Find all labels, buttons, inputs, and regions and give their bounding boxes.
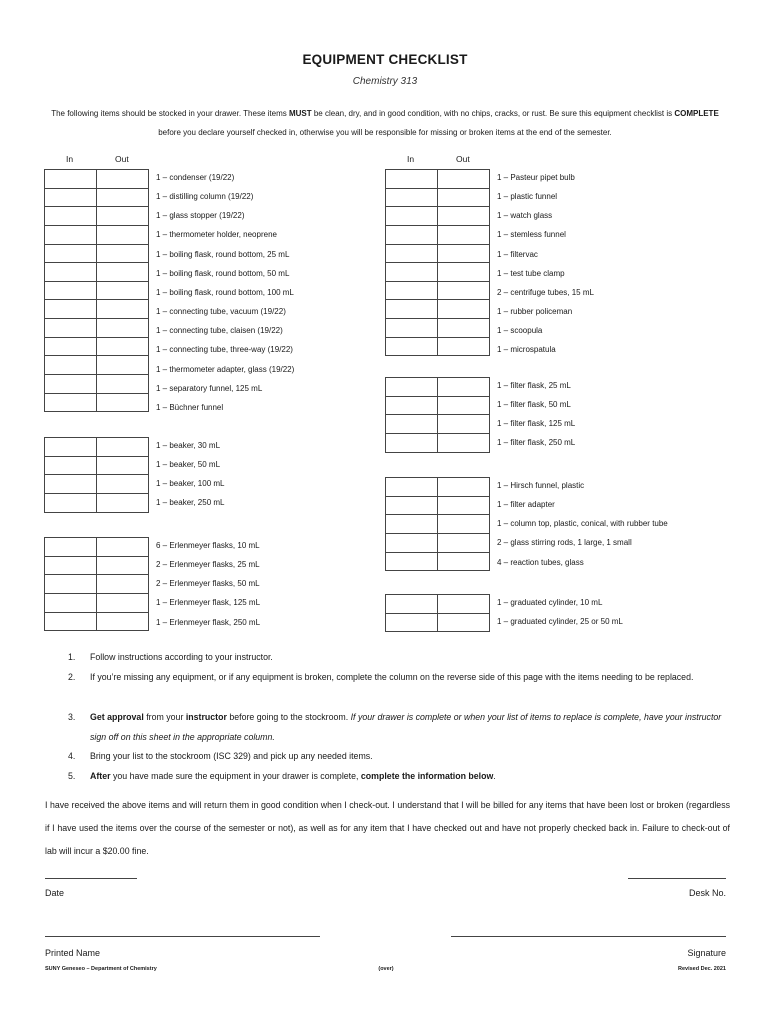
intro-text-3: before you declare yourself checked in, otherwise you will be responsible for missing or broken items at the end of the semester.	[158, 127, 612, 137]
checklist-row	[386, 415, 490, 434]
out-checkbox-cell[interactable]	[438, 595, 490, 614]
equipment-item-label: 1 – test tube clamp	[497, 268, 565, 278]
equipment-item-label: 1 – Hirsch funnel, plastic	[497, 481, 585, 490]
instruction-number: 3.	[68, 712, 76, 722]
in-checkbox-cell[interactable]	[45, 188, 97, 207]
in-checkbox-cell[interactable]	[45, 337, 97, 356]
equipment-item-label: 1 – filter flask, 25 mL	[497, 381, 571, 390]
equipment-item-label: 1 – connecting tube, three-way (19/22)	[156, 345, 293, 355]
equipment-item-label: 1 – Pasteur pipet bulb	[497, 173, 575, 182]
out-checkbox-cell[interactable]	[97, 281, 149, 300]
equipment-item-label: 1 – filter flask, 50 mL	[497, 400, 571, 410]
in-checkbox-cell[interactable]	[45, 281, 97, 300]
in-checkbox-cell[interactable]	[45, 556, 97, 575]
instruction-plain2: .	[493, 771, 496, 781]
right-checkbox-grid-3	[385, 477, 490, 571]
equipment-item-label: 1 – connecting tube, claisen (19/22)	[156, 326, 283, 336]
equipment-item-label: 1 – stemless funnel	[497, 230, 566, 240]
checklist-row	[45, 207, 149, 226]
out-checkbox-cell[interactable]	[97, 170, 149, 189]
left-checkbox-grid-2	[44, 437, 149, 513]
checklist-row	[386, 478, 490, 497]
equipment-item-label: 1 – filtervac	[497, 249, 538, 259]
checklist-row	[386, 281, 490, 300]
out-checkbox-cell[interactable]	[438, 515, 490, 534]
checklist-row	[386, 595, 490, 614]
out-checkbox-cell[interactable]	[97, 475, 149, 494]
out-checkbox-cell[interactable]	[97, 393, 149, 412]
out-checkbox-cell[interactable]	[438, 207, 490, 226]
in-checkbox-cell[interactable]	[386, 300, 438, 319]
checklist-row	[45, 456, 149, 475]
in-checkbox-cell[interactable]	[45, 456, 97, 475]
equipment-item-label: 1 – Büchner funnel	[156, 402, 224, 412]
in-checkbox-cell[interactable]	[386, 188, 438, 207]
desk-number-line[interactable]	[628, 878, 726, 879]
out-checkbox-cell[interactable]	[97, 319, 149, 338]
in-checkbox-cell[interactable]	[386, 396, 438, 415]
checklist-row	[45, 493, 149, 512]
equipment-item-label: 1 – Erlenmeyer flask, 125 mL	[156, 598, 261, 608]
out-checkbox-cell[interactable]	[438, 188, 490, 207]
in-checkbox-cell[interactable]	[45, 475, 97, 494]
out-checkbox-cell[interactable]	[438, 263, 490, 282]
in-checkbox-cell[interactable]	[45, 493, 97, 512]
in-checkbox-cell[interactable]	[386, 281, 438, 300]
in-checkbox-cell[interactable]	[386, 378, 438, 397]
checklist-row	[45, 170, 149, 189]
signature-label: Signature	[687, 948, 726, 958]
in-checkbox-cell[interactable]	[386, 415, 438, 434]
out-checkbox-cell[interactable]	[97, 456, 149, 475]
out-checkbox-cell[interactable]	[438, 433, 490, 452]
checklist-row	[386, 300, 490, 319]
out-checkbox-cell[interactable]	[97, 225, 149, 244]
footer-over: (over)	[378, 966, 394, 972]
instruction-number: 2.	[68, 672, 76, 682]
in-checkbox-cell[interactable]	[386, 533, 438, 552]
equipment-item-label: 1 – connecting tube, vacuum (19/22)	[156, 307, 286, 317]
out-checkbox-cell[interactable]	[438, 378, 490, 397]
equipment-item-label: 1 – beaker, 50 mL	[156, 460, 221, 470]
out-checkbox-cell[interactable]	[97, 612, 149, 631]
out-checkbox-cell[interactable]	[97, 593, 149, 612]
equipment-item-label: 1 – beaker, 250 mL	[156, 498, 225, 508]
checklist-row	[386, 433, 490, 452]
checklist-row	[45, 538, 149, 557]
out-checkbox-cell[interactable]	[438, 281, 490, 300]
in-checkbox-cell[interactable]	[45, 263, 97, 282]
equipment-item-label: 1 – distilling column (19/22)	[156, 192, 254, 202]
right-checkbox-grid-4	[385, 594, 490, 632]
out-checkbox-cell[interactable]	[97, 188, 149, 207]
in-checkbox-cell[interactable]	[45, 244, 97, 263]
checklist-row	[386, 337, 490, 356]
checklist-row	[45, 244, 149, 263]
out-checkbox-cell[interactable]	[438, 225, 490, 244]
in-checkbox-cell[interactable]	[45, 575, 97, 594]
footer-revised: Revised Dec. 2021	[677, 966, 726, 972]
equipment-item-label: 4 – reaction tubes, glass	[497, 557, 584, 567]
in-checkbox-cell[interactable]	[45, 612, 97, 631]
equipment-item-label: 1 – microspatula	[497, 345, 556, 355]
checklist-row	[386, 552, 490, 571]
out-checkbox-cell[interactable]	[97, 375, 149, 394]
out-checkbox-cell[interactable]	[438, 300, 490, 319]
out-checkbox-cell[interactable]	[438, 552, 490, 571]
checklist-row	[386, 396, 490, 415]
out-checkbox-cell[interactable]	[438, 170, 490, 189]
in-checkbox-cell[interactable]	[45, 393, 97, 412]
checklist-row	[45, 225, 149, 244]
intro-complete: COMPLETE	[674, 109, 719, 118]
intro-must: MUST	[288, 109, 312, 118]
equipment-item-label: 1 – scoopula	[497, 326, 543, 336]
in-checkbox-cell[interactable]	[45, 207, 97, 226]
instruction-number: 1.	[68, 652, 76, 662]
out-checkbox-cell[interactable]	[97, 493, 149, 512]
instruction-plain1: you have made sure the equipment in your drawer is complete,	[110, 771, 361, 781]
out-checkbox-cell[interactable]	[97, 337, 149, 356]
out-checkbox-cell[interactable]	[438, 319, 490, 338]
checklist-row	[45, 300, 149, 319]
checklist-row	[386, 533, 490, 552]
in-checkbox-cell[interactable]	[386, 478, 438, 497]
checklist-row	[45, 438, 149, 457]
checklist-row	[386, 496, 490, 515]
left-out-header: Out	[115, 154, 129, 164]
equipment-item-label: 1 – thermometer adapter, glass (19/22)	[156, 364, 295, 374]
signature-line[interactable]	[451, 936, 726, 937]
instruction-text: Bring your list to the stockroom (ISC 329) and pick up any needed items.	[90, 751, 373, 761]
in-checkbox-cell[interactable]	[45, 170, 97, 189]
checklist-row	[386, 515, 490, 534]
checklist-row	[386, 613, 490, 632]
checklist-row	[45, 393, 149, 412]
in-checkbox-cell[interactable]	[45, 225, 97, 244]
in-checkbox-cell[interactable]	[45, 300, 97, 319]
in-checkbox-cell[interactable]	[386, 207, 438, 226]
out-checkbox-cell[interactable]	[438, 396, 490, 415]
out-checkbox-cell[interactable]	[97, 300, 149, 319]
equipment-item-label: 1 – graduated cylinder, 25 or 50 mL	[497, 617, 623, 627]
in-checkbox-cell[interactable]	[386, 552, 438, 571]
in-checkbox-cell[interactable]	[45, 356, 97, 375]
equipment-item-label: 1 – watch glass	[497, 211, 553, 221]
out-checkbox-cell[interactable]	[438, 478, 490, 497]
right-in-header: In	[407, 154, 415, 164]
equipment-item-label: 6 – Erlenmeyer flasks, 10 mL	[156, 541, 260, 550]
instruction-plain2: before going to the stockroom.	[226, 712, 351, 722]
instruction-plain1: from your	[143, 712, 186, 722]
out-checkbox-cell[interactable]	[97, 575, 149, 594]
instruction-number: 5.	[68, 771, 76, 781]
equipment-item-label: 1 – Erlenmeyer flask, 250 mL	[156, 617, 261, 627]
equipment-item-label: 1 – beaker, 100 mL	[156, 479, 225, 489]
checklist-row	[45, 575, 149, 594]
checklist-row	[386, 378, 490, 397]
in-checkbox-cell[interactable]	[386, 263, 438, 282]
equipment-item-label: 1 – rubber policeman	[497, 307, 573, 317]
right-out-header: Out	[456, 154, 470, 164]
left-checkbox-grid-1	[44, 169, 149, 412]
in-checkbox-cell[interactable]	[386, 515, 438, 534]
checklist-row	[45, 281, 149, 300]
out-checkbox-cell[interactable]	[97, 556, 149, 575]
checklist-row	[45, 556, 149, 575]
intro-text-1: The following items should be stocked in your drawer. These items	[51, 109, 289, 118]
statement-paragraph: I have received the above items and will return them in good condition when I check-out. I understand that I will be billed for any items that have been lost or broken (regardless if I have used the items over the course of the semester or not), as well as for any item that I have checked out and have not properly checked back in. Failure to check-out of lab will incur a $20.00 fine.	[45, 800, 730, 856]
instruction-bold2: instructor	[185, 712, 227, 722]
out-checkbox-cell[interactable]	[438, 337, 490, 356]
page-subtitle: Chemistry 313	[352, 76, 418, 87]
date-label: Date	[45, 888, 65, 898]
equipment-item-label: 1 – filter flask, 250 mL	[497, 438, 576, 448]
left-in-header: In	[66, 154, 74, 164]
instruction-bold1: After	[90, 771, 111, 781]
equipment-item-label: 1 – condenser (19/22)	[156, 173, 235, 182]
equipment-item-label: 1 – filter adapter	[497, 500, 555, 510]
in-checkbox-cell[interactable]	[386, 319, 438, 338]
equipment-item-label: 1 – thermometer holder, neoprene	[156, 230, 277, 240]
right-checkbox-grid-2	[385, 377, 490, 453]
out-checkbox-cell[interactable]	[97, 244, 149, 263]
right-checkbox-grid-1	[385, 169, 490, 356]
printed-name-line[interactable]	[45, 936, 320, 937]
page-title: EQUIPMENT CHECKLIST	[302, 52, 468, 67]
in-checkbox-cell[interactable]	[386, 433, 438, 452]
in-checkbox-cell[interactable]	[45, 375, 97, 394]
checklist-row	[45, 593, 149, 612]
checklist-row	[45, 612, 149, 631]
out-checkbox-cell[interactable]	[97, 263, 149, 282]
instruction-number: 4.	[68, 751, 76, 761]
checklist-row	[386, 263, 490, 282]
in-checkbox-cell[interactable]	[45, 438, 97, 457]
checklist-row	[45, 263, 149, 282]
checklist-row	[45, 375, 149, 394]
instruction-bold2: complete the information below	[360, 771, 494, 781]
checklist-row	[45, 337, 149, 356]
equipment-item-label: 2 – glass stirring rods, 1 large, 1 small	[497, 538, 632, 548]
in-checkbox-cell[interactable]	[45, 593, 97, 612]
date-line[interactable]	[45, 878, 137, 879]
equipment-item-label: 1 – boiling flask, round bottom, 100 mL	[156, 287, 294, 297]
equipment-item-label: 2 – Erlenmeyer flasks, 50 mL	[156, 579, 260, 589]
in-checkbox-cell[interactable]	[386, 337, 438, 356]
out-checkbox-cell[interactable]	[97, 207, 149, 226]
out-checkbox-cell[interactable]	[97, 356, 149, 375]
left-checkbox-grid-3	[44, 537, 149, 631]
equipment-item-label: 1 – plastic funnel	[497, 192, 558, 202]
out-checkbox-cell[interactable]	[438, 533, 490, 552]
out-checkbox-cell[interactable]	[97, 438, 149, 457]
in-checkbox-cell[interactable]	[386, 613, 438, 632]
out-checkbox-cell[interactable]	[438, 415, 490, 434]
instruction-text: Follow instructions according to your instructor.	[90, 652, 273, 662]
equipment-item-label: 1 – separatory funnel, 125 mL	[156, 383, 263, 393]
out-checkbox-cell[interactable]	[97, 538, 149, 557]
in-checkbox-cell[interactable]	[386, 595, 438, 614]
instruction-text	[90, 707, 730, 747]
equipment-item-label: 1 – column top, plastic, conical, with rubber tube	[497, 519, 668, 529]
checklist-row	[45, 188, 149, 207]
instruction-bold1: Get approval	[90, 712, 144, 722]
out-checkbox-cell[interactable]	[438, 244, 490, 263]
checklist-row	[45, 356, 149, 375]
checklist-row	[386, 244, 490, 263]
equipment-item-label: 2 – centrifuge tubes, 15 mL	[497, 287, 594, 297]
in-checkbox-cell[interactable]	[386, 244, 438, 263]
equipment-item-label: 1 – boiling flask, round bottom, 25 mL	[156, 249, 290, 259]
intro-paragraph	[40, 105, 730, 142]
intro-text-2: be clean, dry, and in good condition, with no chips, cracks, or rust. Be sure this equipment checklist is	[311, 109, 675, 118]
desk-number-label: Desk No.	[688, 888, 726, 898]
printed-name-label: Printed Name	[45, 948, 101, 958]
instruction-text	[90, 766, 730, 786]
instruction-italic: If your drawer is complete or when your list of items to replace is complete, have your instructor sign off on this sheet in the appropriate column.	[90, 712, 722, 742]
equipment-item-label: 1 – boiling flask, round bottom, 50 mL	[156, 268, 290, 278]
in-checkbox-cell[interactable]	[386, 496, 438, 515]
in-checkbox-cell[interactable]	[386, 170, 438, 189]
checklist-row	[45, 319, 149, 338]
checklist-row	[386, 188, 490, 207]
out-checkbox-cell[interactable]	[438, 496, 490, 515]
checklist-row	[386, 170, 490, 189]
footer-department: SUNY Geneseo – Department of Chemistry	[45, 966, 157, 972]
equipment-item-label: 1 – filter flask, 125 mL	[497, 419, 576, 429]
checklist-row	[386, 319, 490, 338]
checklist-row	[45, 475, 149, 494]
checklist-row	[386, 225, 490, 244]
equipment-item-label: 1 – glass stopper (19/22)	[156, 211, 245, 221]
in-checkbox-cell[interactable]	[386, 225, 438, 244]
in-checkbox-cell[interactable]	[45, 538, 97, 557]
equipment-item-label: 1 – graduated cylinder, 10 mL	[497, 598, 603, 607]
out-checkbox-cell[interactable]	[438, 613, 490, 632]
equipment-item-label: 1 – beaker, 30 mL	[156, 441, 221, 450]
instruction-text: If you’re missing any equipment, or if any equipment is broken, complete the column on the reverse side of this page with the items needing to be replaced.	[90, 672, 694, 682]
checklist-row	[386, 207, 490, 226]
equipment-item-label: 2 – Erlenmeyer flasks, 25 mL	[156, 560, 260, 570]
in-checkbox-cell[interactable]	[45, 319, 97, 338]
